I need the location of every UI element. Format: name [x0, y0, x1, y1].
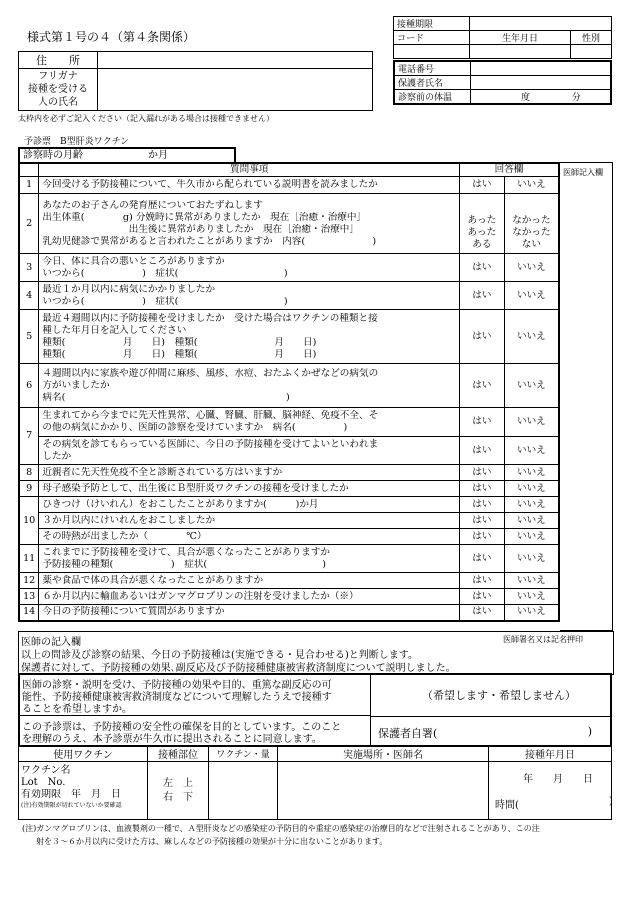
answer-header: 回答欄 — [460, 163, 559, 177]
question-text: 生まれてから今までに先天性異常、心臓、腎臓、肝臓、脳神経、免疫不全、そ — [42, 410, 379, 421]
question-text: 予防接種の種類( ) 症状( ) — [42, 558, 326, 570]
recipient-name-field[interactable] — [98, 69, 373, 111]
question-row — [19, 589, 559, 605]
consent-text-2: を理解のうえ、本予診票が牛久市に提出されることに同意します。 — [22, 734, 322, 745]
question-text: あなたのお子さんの発育歴についておたずねします — [42, 199, 263, 211]
guardian-label: 保護者氏名 — [394, 76, 471, 90]
consent-choice[interactable]: （希望します・希望しません） — [422, 689, 576, 702]
question-number: 6 — [19, 364, 39, 408]
question-row — [19, 465, 559, 481]
question-text: 今回受ける予防接種について、牛久市から配られている説明書を読みましたか — [42, 179, 378, 190]
dob-label: 生年月日 — [470, 31, 571, 45]
expiry-note: (注)有効期限が切れていないか要確認 — [21, 802, 122, 809]
question-number: 2 — [19, 194, 39, 254]
used-vaccine-header: 使用ワクチン — [19, 746, 148, 762]
question-row — [19, 177, 559, 194]
date-cell[interactable] — [489, 762, 612, 820]
question-text: 方がいましたか — [42, 379, 110, 391]
amount-header: ワクチン・量 — [209, 746, 278, 762]
question-header: 質問事項 — [39, 163, 460, 177]
address-name-box — [18, 51, 373, 111]
yes-option[interactable]: はい — [460, 573, 505, 589]
question-row — [19, 364, 559, 408]
question-text: 種類( 月 日) 種類( 月 日) — [42, 336, 317, 348]
phone-field[interactable] — [471, 61, 612, 76]
question-text: その病気を診てもらっている医師に、今日の予防接種を受けてよいといわれま — [42, 438, 379, 450]
question-text: 今日の予防接種について質問がありますか — [42, 606, 225, 618]
temp-field[interactable] — [471, 90, 612, 105]
yes-option[interactable]: あった — [467, 215, 497, 226]
no-option[interactable]: いいえ — [504, 437, 559, 465]
no-option[interactable]: いいえ — [504, 177, 559, 194]
consent-box — [18, 673, 612, 747]
yes-option[interactable]: はい — [460, 465, 505, 481]
consent-text: 医師の診察・説明を受け、予防接種の効果や目的、重篤な副反応の可 — [22, 680, 332, 691]
temp-unit-degree: 度 — [521, 93, 531, 103]
guardian-signature-field[interactable] — [378, 725, 598, 741]
question-text: その時熱が出ましたか（ ℃） — [42, 530, 207, 542]
address-label: 住 所 — [19, 52, 98, 69]
site-header: 接種部位 — [148, 746, 209, 762]
no-option[interactable]: いいえ — [504, 529, 559, 545]
doctor-line-1: 以上の問診及び診察の結果、今日の予防接種は(実施できる・見合わせる)と判断します。 — [21, 650, 419, 661]
doctor-section — [18, 631, 614, 675]
required-note: 太枠内を必ずご記入ください（記入漏れがある場合は接種できません） — [18, 114, 274, 123]
yes-option[interactable]: はい — [460, 605, 505, 621]
site-option-1: 左 上 — [163, 777, 193, 789]
code-label: コード — [394, 31, 470, 45]
period-code-table — [393, 16, 612, 59]
yes-option[interactable]: はい — [460, 254, 505, 282]
question-number: 4 — [19, 282, 39, 310]
yes-option[interactable]: はい — [460, 310, 505, 364]
footnote-line: (注)ガンマグロブリンは、血液製剤の一種で、Ａ型肝炎などの感染症の予防目的や重症の感染症の治療目的などで注射されることがあり、この注 — [22, 824, 540, 833]
question-text: 種類( 月 日) 種類( 月 日) — [42, 348, 317, 360]
doctor-notes-column[interactable] — [560, 162, 613, 631]
place-header: 実施場所・医師名 — [278, 746, 489, 762]
no-option[interactable]: ない — [521, 239, 541, 250]
footnote — [22, 822, 612, 848]
footnote-line: 射を３～６か月以内に受けた方は、麻しんなどの予防接種の効果が十分に出ないことがあります。 — [36, 837, 388, 846]
question-text: 母子感染予防として、出生後にＢ型肝炎ワクチンの接種を受けましたか — [42, 482, 349, 494]
no-option[interactable]: なかった — [512, 227, 551, 238]
question-text: 種した年月日を記入してください — [42, 324, 187, 336]
doctor-line-2: 保護者に対して、予防接種の効果､副反応及び予防接種健康被害救済制度について説明しました。 — [21, 663, 456, 674]
amount-cell[interactable] — [209, 762, 278, 820]
code-field[interactable] — [394, 45, 470, 59]
no-option[interactable]: いいえ — [504, 310, 559, 364]
yes-option[interactable]: はい — [460, 177, 505, 194]
no-option[interactable]: いいえ — [504, 605, 559, 621]
no-option[interactable]: いいえ — [504, 573, 559, 589]
question-text: ６か月以内に輸血あるいはガンマグロブリンの注射を受けましたか（※） — [42, 590, 359, 602]
vaccine-title: 予診票 B型肝炎ワクチン — [24, 137, 130, 147]
consent-text: ることを希望しますか。 — [22, 704, 132, 715]
question-text: ひきつけ（けいれん）をおこしたことがありますか( )か月 — [42, 498, 319, 510]
yes-option[interactable]: はい — [460, 497, 505, 513]
question-number: 14 — [19, 605, 39, 621]
no-option[interactable]: いいえ — [504, 364, 559, 408]
address-field[interactable] — [98, 52, 373, 69]
guardian-field[interactable] — [471, 76, 612, 90]
age-label: 診察時の月齢 — [23, 150, 83, 161]
question-subrow — [19, 437, 559, 465]
temp-unit-minute: 分 — [571, 93, 581, 103]
no-option[interactable]: いいえ — [504, 545, 559, 573]
no-option[interactable]: いいえ — [504, 408, 559, 437]
no-option[interactable]: いいえ — [504, 589, 559, 605]
yes-option[interactable]: はい — [460, 408, 505, 437]
question-text: の他の病気にかかり、医師の診察を受けていますか 病名( ) — [42, 422, 348, 433]
yes-option[interactable]: はい — [460, 513, 505, 529]
sex-label: 性別 — [571, 31, 612, 45]
question-table — [18, 162, 560, 622]
question-row — [19, 545, 559, 573]
question-row — [19, 573, 559, 589]
question-number: 1 — [19, 177, 39, 194]
question-text: ３か月以内にけいれんをおこしましたか — [42, 514, 216, 526]
yes-option[interactable]: はい — [460, 364, 505, 408]
yes-option[interactable]: ある — [472, 239, 492, 250]
site-option-2: 右 下 — [163, 791, 193, 803]
question-text: 薬や食品で体の具合が悪くなったことがありますか — [42, 574, 264, 586]
age-unit: か月 — [148, 150, 168, 161]
question-text: 近親者に先天性免疫不全と診断されている方はいますか — [42, 466, 283, 478]
question-number: 11 — [19, 545, 39, 573]
question-row — [19, 310, 559, 364]
vaccine-name-label: ワクチン名 — [21, 765, 71, 776]
question-text: 出生体重( g) 分娩時に異常がありましたか 現在［治癒・治療中］ — [42, 211, 367, 223]
question-row — [19, 497, 559, 513]
date-header: 接種年月日 — [489, 746, 612, 762]
question-text: これまでに予防接種を受けて、具合が悪くなったことがありますか — [42, 546, 331, 558]
doctor-title: 医師の記入欄 — [21, 637, 81, 648]
question-number: 9 — [19, 481, 39, 497]
question-text: 乳幼児健診で異常があると言われたことがありますか 内容( ) — [42, 235, 377, 247]
yes-option[interactable]: はい — [460, 282, 505, 310]
vaccine-record-table — [18, 745, 612, 820]
furigana-label: フリガナ — [38, 71, 78, 82]
question-text: 出生後に異常がありましたか 現在［治癒・治療中］ — [42, 223, 359, 235]
expiry-label: 有効期限 年 月 日 — [21, 789, 121, 800]
temp-label: 診察前の体温 — [394, 90, 471, 105]
guardian-sign-label: 保護者自署( — [378, 727, 438, 740]
question-row — [19, 605, 559, 621]
question-text: ４週間以内に家族や遊び仲間に麻疹、風疹、水痘、おたふくかぜなどの病気の — [42, 367, 379, 379]
question-number: 8 — [19, 465, 39, 481]
yes-option[interactable]: はい — [460, 545, 505, 573]
question-row — [19, 194, 559, 254]
recipient-label-1: 接種を受ける — [28, 84, 88, 95]
sex-field[interactable] — [571, 45, 612, 59]
no-option[interactable]: いいえ — [504, 497, 559, 513]
yes-option[interactable]: あった — [467, 227, 497, 238]
question-number: 10 — [19, 497, 39, 545]
question-number: 5 — [19, 310, 39, 364]
question-number: 13 — [19, 589, 39, 605]
question-text: したか — [42, 450, 72, 462]
time-label: 時間( — [495, 800, 519, 811]
consent-text: 能性、予防接種健康被害救済制度などについて理解したうえで接種す — [22, 692, 332, 703]
question-text: いつから( ) 症状( ) — [42, 295, 288, 307]
no-option[interactable]: いいえ — [504, 465, 559, 481]
phone-label: 電話番号 — [394, 61, 471, 76]
question-text: いつから( ) 症状( ) — [42, 267, 288, 279]
question-text: 今日、体に具合の悪いところがありますか — [42, 255, 225, 267]
question-text: 最近１か月以内に病気にかかりましたか — [42, 283, 216, 295]
question-number: 3 — [19, 254, 39, 282]
question-subrow — [19, 529, 559, 545]
consent-text-2: この予診票は、予防接種の安全性の確保を目的としています。このこと — [22, 722, 342, 733]
period-label: 接種期限 — [394, 17, 470, 31]
yes-option[interactable]: はい — [460, 529, 505, 545]
date-line: 年 月 日 — [523, 774, 593, 785]
guardian-sign-end: ) — [587, 725, 592, 738]
question-row — [19, 282, 559, 310]
no-option[interactable]: いいえ — [504, 254, 559, 282]
period-field[interactable] — [470, 17, 612, 31]
recipient-label-2: 人の氏名 — [38, 97, 78, 108]
no-option[interactable]: いいえ — [504, 282, 559, 310]
signature-label: 医師署名又は記名押印 — [503, 635, 583, 644]
lot-label: Lot No. — [21, 777, 66, 788]
used-vaccine-cell[interactable] — [19, 762, 148, 820]
question-subrow — [19, 513, 559, 529]
question-number: 12 — [19, 573, 39, 589]
place-cell[interactable] — [278, 762, 489, 820]
contact-box — [393, 60, 612, 105]
doctor-note-header: 医師記入欄 — [563, 168, 603, 177]
question-row — [19, 408, 559, 437]
dob-field[interactable] — [470, 45, 571, 59]
site-cell[interactable] — [148, 762, 209, 820]
form-title: 様式第１号の４（第４条関係） — [27, 30, 196, 44]
yes-option[interactable]: はい — [460, 589, 505, 605]
time-end: ) — [609, 796, 613, 807]
question-row — [19, 481, 559, 497]
no-option[interactable]: いいえ — [504, 513, 559, 529]
question-row — [19, 254, 559, 282]
no-option[interactable]: いいえ — [504, 481, 559, 497]
yes-option[interactable]: はい — [460, 481, 505, 497]
question-text: 病名( ) — [42, 391, 290, 403]
yes-option[interactable]: はい — [460, 437, 505, 465]
no-option[interactable]: なかった — [512, 215, 551, 226]
question-text: 最近４週間以内に予防接種を受けましたか 受けた場合はワクチンの種類と接 — [42, 312, 378, 324]
question-number: 7 — [19, 408, 39, 465]
